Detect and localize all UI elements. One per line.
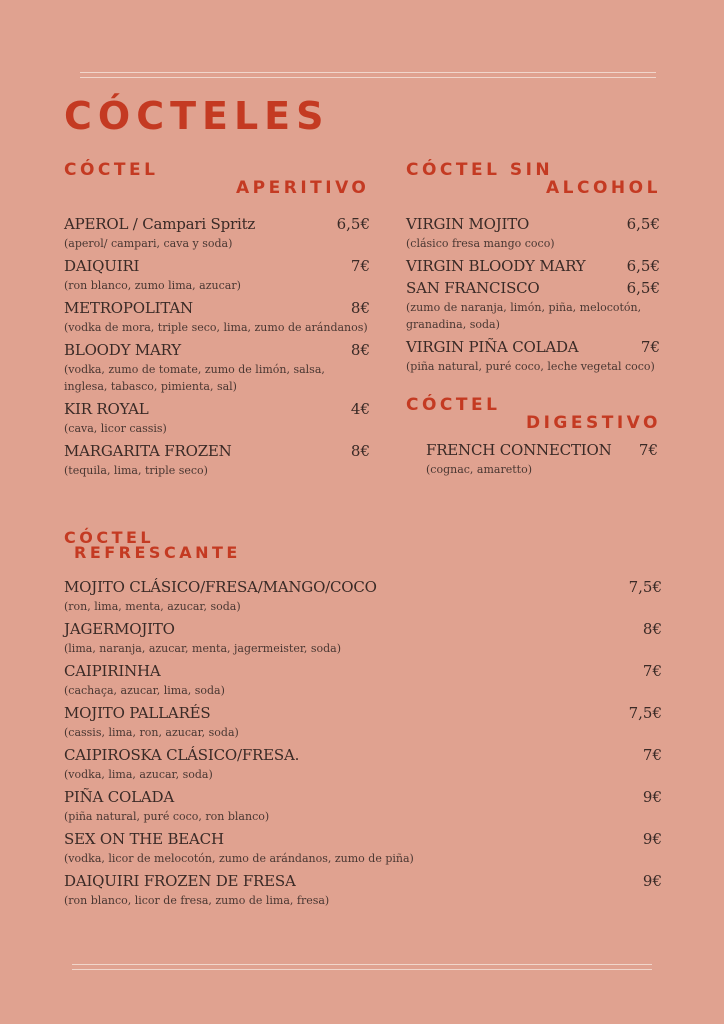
section-heading-refrescante bbox=[64, 530, 241, 560]
section-heading-line2: REFRESCANTE bbox=[74, 543, 241, 562]
item-price: 8€ bbox=[350, 299, 370, 317]
top-divider bbox=[80, 72, 656, 78]
item-description: (clásico fresa mango coco) bbox=[406, 237, 555, 250]
menu-item bbox=[64, 339, 370, 395]
section-heading-line2: ALCOHOL bbox=[546, 178, 661, 198]
section-heading-line1: CÓCTEL bbox=[64, 528, 155, 547]
section-heading-line2: DIGESTIVO bbox=[526, 413, 661, 433]
page-title: CÓCTELES bbox=[64, 94, 330, 138]
menu-item bbox=[64, 255, 370, 294]
item-price: 6,5€ bbox=[626, 279, 660, 297]
item-price: 4€ bbox=[350, 400, 370, 418]
menu-item bbox=[64, 398, 370, 437]
menu-item bbox=[64, 702, 662, 741]
section-heading-digestivo bbox=[406, 396, 661, 432]
item-price: 9€ bbox=[642, 872, 662, 890]
item-name: SEX ON THE BEACH bbox=[64, 830, 224, 848]
menu-item bbox=[64, 744, 662, 783]
item-name: JAGERMOJITO bbox=[64, 620, 175, 638]
item-price: 6,5€ bbox=[626, 257, 660, 275]
item-price: 6,5€ bbox=[626, 215, 660, 233]
item-price: 8€ bbox=[350, 341, 370, 359]
item-name: CAIPIROSKA CLÁSICO/FRESA. bbox=[64, 746, 300, 764]
item-price: 7€ bbox=[638, 441, 658, 459]
menu-item bbox=[64, 576, 662, 615]
menu-item bbox=[64, 828, 662, 867]
menu-item bbox=[406, 255, 660, 277]
item-price: 6,5€ bbox=[336, 215, 370, 233]
section-heading-line1: CÓCTEL SIN bbox=[406, 160, 554, 180]
item-name: APEROL / Campari Spritz bbox=[64, 215, 256, 233]
item-price: 7€ bbox=[640, 338, 660, 356]
item-price: 9€ bbox=[642, 830, 662, 848]
item-name: DAIQUIRI FROZEN DE FRESA bbox=[64, 872, 296, 890]
item-description: (cognac, amaretto) bbox=[426, 463, 532, 476]
aperitivo-list bbox=[64, 213, 370, 482]
item-description: (zumo de naranja, limón, piña, melocotón, granadina, soda) bbox=[406, 301, 642, 331]
item-description: (ron blanco, zumo lima, azucar) bbox=[64, 279, 241, 292]
item-name: MOJITO CLÁSICO/FRESA/MANGO/COCO bbox=[64, 578, 377, 596]
item-name: BLOODY MARY bbox=[64, 341, 182, 359]
section-heading-line2: APERITIVO bbox=[236, 178, 370, 198]
menu-item bbox=[406, 277, 660, 333]
item-description: (ron, lima, menta, azucar, soda) bbox=[64, 600, 241, 613]
item-description: (lima, naranja, azucar, menta, jagermeister, soda) bbox=[64, 642, 342, 655]
item-name: FRENCH CONNECTION bbox=[426, 441, 612, 459]
bottom-divider bbox=[72, 964, 652, 970]
menu-item bbox=[64, 870, 662, 909]
item-name: VIRGIN PIÑA COLADA bbox=[406, 338, 579, 356]
menu-item bbox=[426, 439, 658, 478]
digestivo-list bbox=[426, 439, 658, 481]
item-description: (aperol/ campari, cava y soda) bbox=[64, 237, 233, 250]
item-name: MARGARITA FROZEN bbox=[64, 442, 232, 460]
item-price: 7€ bbox=[642, 746, 662, 764]
item-price: 7,5€ bbox=[628, 578, 662, 596]
section-heading-line1: CÓCTEL bbox=[406, 395, 501, 415]
item-description: (vodka, licor de melocotón, zumo de arándanos, zumo de piña) bbox=[64, 852, 414, 865]
item-price: 8€ bbox=[642, 620, 662, 638]
item-description: (ron blanco, licor de fresa, zumo de lima, fresa) bbox=[64, 894, 330, 907]
item-name: SAN FRANCISCO bbox=[406, 279, 540, 297]
item-description: (tequila, lima, triple seco) bbox=[64, 464, 208, 477]
menu-item bbox=[64, 660, 662, 699]
section-heading-aperitivo bbox=[64, 161, 369, 197]
item-price: 7€ bbox=[350, 257, 370, 275]
item-name: PIÑA COLADA bbox=[64, 788, 174, 806]
item-name: MOJITO PALLARÉS bbox=[64, 704, 211, 722]
item-price: 8€ bbox=[350, 442, 370, 460]
item-name: VIRGIN MOJITO bbox=[406, 215, 530, 233]
menu-item bbox=[64, 297, 370, 336]
menu-item bbox=[406, 336, 660, 375]
refrescante-list bbox=[64, 576, 662, 912]
menu-item bbox=[64, 440, 370, 479]
item-description: (piña natural, puré coco, leche vegetal coco) bbox=[406, 360, 655, 373]
item-description: (cassis, lima, ron, azucar, soda) bbox=[64, 726, 239, 739]
menu-item bbox=[64, 618, 662, 657]
item-description: (cava, licor cassis) bbox=[64, 422, 167, 435]
sin-alcohol-list bbox=[406, 213, 660, 378]
item-description: (piña natural, puré coco, ron blanco) bbox=[64, 810, 270, 823]
item-name: DAIQUIRI bbox=[64, 257, 140, 275]
menu-item bbox=[406, 213, 660, 252]
item-price: 7,5€ bbox=[628, 704, 662, 722]
section-heading-sin-alcohol bbox=[406, 161, 661, 197]
item-name: VIRGIN BLOODY MARY bbox=[406, 257, 586, 275]
item-name: KIR ROYAL bbox=[64, 400, 149, 418]
item-price: 7€ bbox=[642, 662, 662, 680]
menu-item bbox=[64, 213, 370, 252]
menu-item bbox=[64, 786, 662, 825]
item-description: (vodka, zumo de tomate, zumo de limón, salsa, inglesa, tabasco, pimienta, sal) bbox=[64, 363, 325, 393]
item-description: (vodka de mora, triple seco, lima, zumo de arándanos) bbox=[64, 321, 368, 334]
item-price: 9€ bbox=[642, 788, 662, 806]
item-description: (cachaça, azucar, lima, soda) bbox=[64, 684, 225, 697]
section-heading-line1: CÓCTEL bbox=[64, 160, 159, 180]
item-name: CAIPIRINHA bbox=[64, 662, 161, 680]
item-description: (vodka, lima, azucar, soda) bbox=[64, 768, 213, 781]
item-name: METROPOLITAN bbox=[64, 299, 193, 317]
